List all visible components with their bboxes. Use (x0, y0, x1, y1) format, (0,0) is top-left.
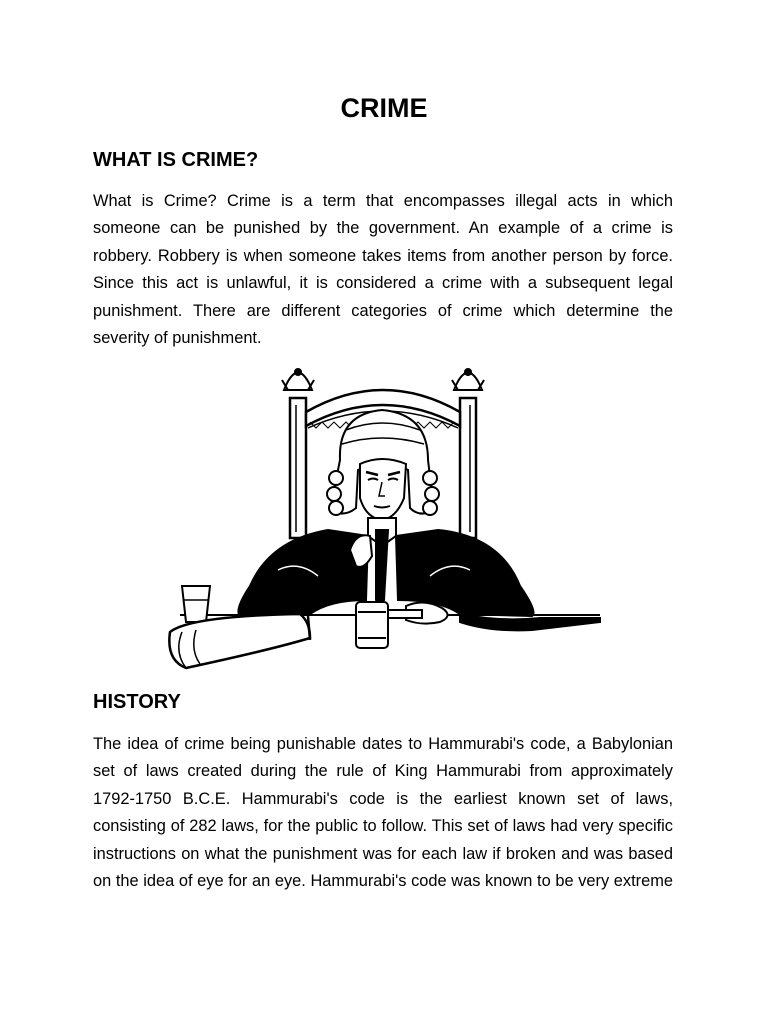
judge-illustration (160, 360, 610, 676)
section-paragraph-what-is-crime: What is Crime? Crime is a term that encompasses illegal acts in which someone can be punished by the government. An example of a crime is robbery. Robbery is when someone takes items from another person by force. Since this act is unlawful, it is considered a crime with a subsequent legal punishment. There are different categories of crime which determine the severity of punishment. (93, 192, 673, 348)
judge-face (360, 459, 406, 520)
eagle-finial-left-icon (282, 369, 314, 390)
section-heading-history: HISTORY (93, 691, 181, 713)
eagle-finial-right-icon (452, 369, 484, 390)
section-paragraph-history: The idea of crime being punishable dates to Hammurabi's code, a Babylonian set of laws created during the rule of King Hammurabi from approximately 1792-1750 B.C.E. Hammurabi's code is the earliest known set of laws, consisting of 282 laws, for the public to follow. This set of laws had very specific instructions on what the punishment was for each law if broken and was based on the idea of eye for an eye. Hammurabi's code was known to be very extreme (93, 735, 673, 891)
section-heading-what-is-crime: WHAT IS CRIME? (93, 149, 259, 171)
page-title: CRIME (340, 93, 428, 123)
glass-icon (182, 586, 210, 622)
